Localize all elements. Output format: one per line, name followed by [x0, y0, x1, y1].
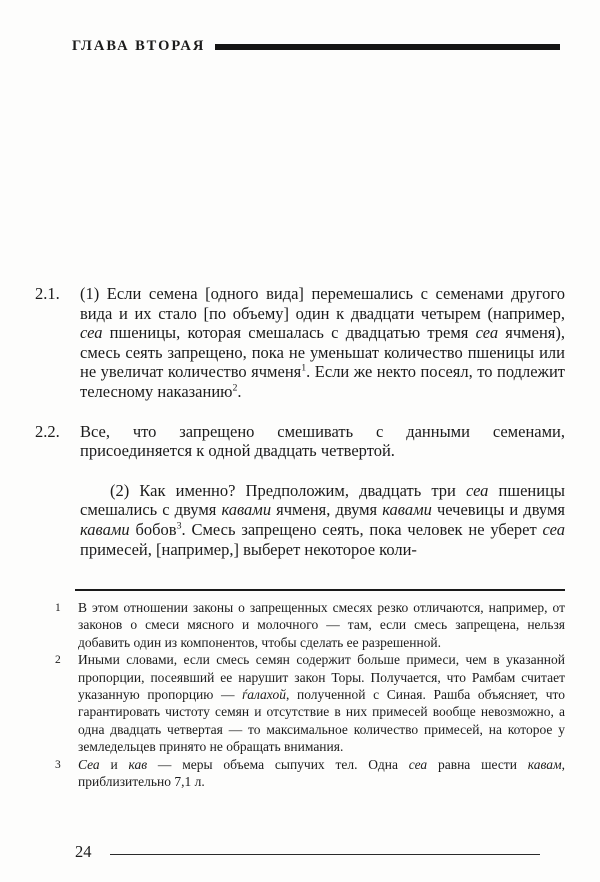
paragraph-label: [35, 481, 80, 559]
footer-rule: [110, 854, 541, 855]
footnote-separator-rule: [75, 589, 565, 591]
footnote-2: [55, 651, 565, 755]
chapter-rule: [215, 44, 560, 50]
page-footer: [75, 842, 540, 862]
page-number: 24: [75, 842, 92, 861]
footnote-text: Сеа и кав — меры объема сыпучих тел. Одна сеа равна шести кавам, приблизительно 7,1 л.: [78, 756, 565, 790]
paragraph-mishna-2: [35, 481, 565, 559]
footnote-marker: 3: [55, 758, 61, 771]
chapter-title: ГЛАВА ВТОРАЯ: [72, 38, 206, 54]
footnote-marker: 2: [55, 654, 61, 667]
paragraph-text: (1) Если семена [одного вида] перемешались с семенами другого вида и их стало [по объему] один к двадцати четырем (например, сеа пшеницы, которая смешалась с двадцатью тремя сеа ячменя), смесь сеять запрещено, пока не уменьшат количество пшеницы или не увеличат количество ячменя$^1$. Если же некто посеял, то подлежит телесному наказанию$^2$.: [80, 284, 565, 401]
footnotes-section: [55, 589, 565, 790]
paragraph-2-1: [35, 284, 565, 402]
paragraph-text: Все, что запрещено смешивать с данными семенами, присоединяется к одной двадцать четвертой.: [80, 421, 565, 461]
footnote-marker: 1: [55, 602, 61, 614]
body-text: [35, 284, 565, 559]
footnote-text: Иными словами, если смесь семян содержит больше примеси, чем в указанной пропорции, посеявший ее нарушит закон Торы. Получается, что Рамбам считает указанную пропорцию — ѓалахой, полученной с Синая. Рашба объясняет, что гарантировать чистоту семян и отсутствие в них примесей вообще невозможно, а одна двадцать четвертая — то максимальное количество примесей, на которое у земледельцев принято не обращать внимания.: [78, 652, 565, 755]
footnote-3: [55, 756, 565, 791]
paragraph-text: (2) Как именно? Предположим, двадцать три сеа пшеницы смешались с двумя кавами ячменя, двумя кавами чечевицы и двумя кавами бобов$^3$. Смесь запрещено сеять, пока человек не уберет сеа примесей, [например,] выберет некоторое коли-: [80, 480, 565, 559]
paragraph-label: 2.2.: [35, 421, 60, 441]
chapter-header: [72, 38, 560, 55]
footnote-1: [55, 599, 565, 651]
footnote-text: В этом отношении законы о запрещенных смесях резко отличаются, например, от законов о смеси мясного и молочного — там, если смесь запрещена, нельзя добавить один из компонентов, чтобы сделать ее разрешенной.: [78, 600, 565, 650]
paragraph-2-2: [35, 422, 565, 461]
paragraph-label: 2.1.: [35, 284, 60, 303]
